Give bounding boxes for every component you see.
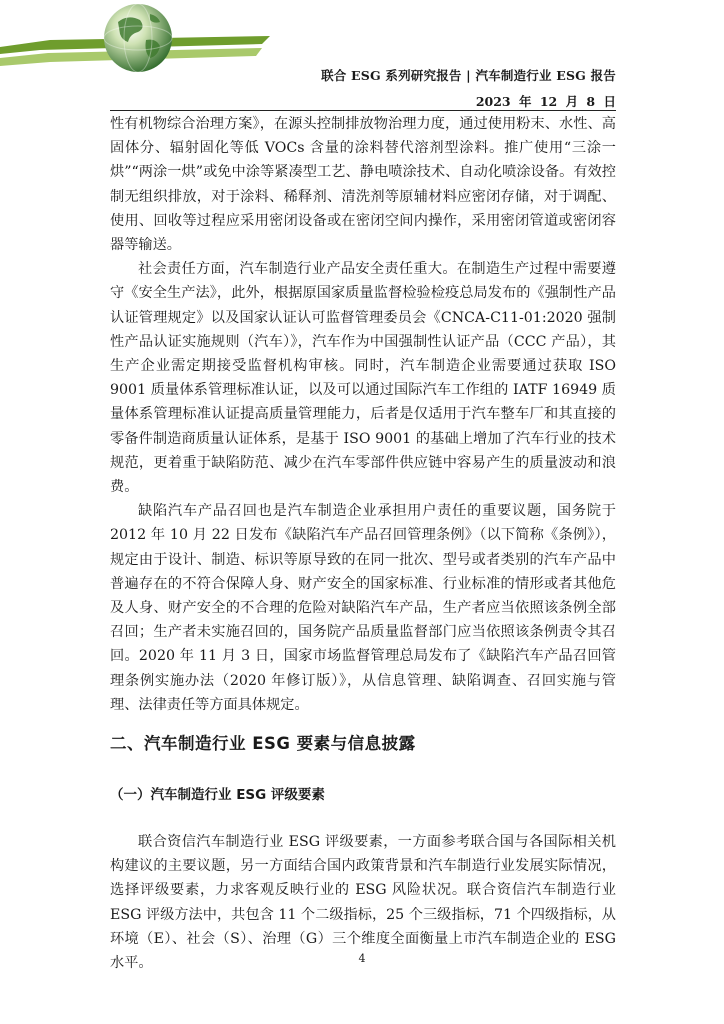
header-divider (110, 110, 616, 111)
paragraph-recall: 缺陷汽车产品召回也是汽车制造企业承担用户责任的重要议题，国务院于 2012 年 10 月 22 日发布《缺陷汽车产品召回管理条例》（以下简称《条例》），规定由于设计、制造、标识等原导致的在同一批次、型号或者类别的汽车产品中普遍存在的不符合保障人身、财产安全的国家标准、行业标准的情形或者其他危及人身、财产安全的不合理的危险对缺陷汽车产品，生产者应当依照该条例全部召回；生产者未实施召回的，国务院产品质量监督部门应当依照该条例责令其召回。2020 年 11 月 3 日，国家市场监督管理总局发布了《缺陷汽车产品召回管理条例实施办法（2020 年修订版）》，从信息管理、缺陷调查、召回实施与管理、法律责任等方面具体规定。 (110, 503, 616, 713)
document-body (110, 112, 616, 975)
subsection-heading: （一）汽车制造行业 ESG 评级要素 (110, 787, 325, 804)
paragraph-social-responsibility: 社会责任方面，汽车制造行业产品安全责任重大。在制造生产过程中需要遵守《安全生产法》，此外，根据原国家质量监督检验检疫总局发布的《强制性产品认证管理规定》以及国家认证认可监督管理委员会《CNCA-C11-01:2020 强制性产品认证实施规则（汽车）》，汽车作为中国强制性认证产品（CCC 产品），其生产企业需定期接受监督机构审核。同时，汽车制造企业需要通过获取 ISO 9001 质量体系管理标准认证，以及可以通过国际汽车工作组的 IATF 16949 质量体系管理标准认证提高质量管理能力，后者是仅适用于汽车整车厂和其直接的零备件制造商质量认证体系，是基于 ISO 9001 的基础上增加了汽车行业的技术规范，更着重于缺陷防范、减少在汽车零部件供应链中容易产生的质量波动和浪费。 (110, 261, 616, 496)
globe-logo-icon (0, 0, 270, 72)
paragraph-emissions: 性有机物综合治理方案》，在源头控制排放物治理力度，通过使用粉末、水性、高固体分、辐射固化等低 VOCs 含量的涂料替代溶剂型涂料。推广使用“三涂一烘”“两涂一烘”或免中涂等紧凑型工艺、静电喷涂技术、自动化喷涂设备。有效控制无组织排放，对于涂料、稀释剂、清洗剂等原辅材料应密闭存储，对于调配、使用、回收等过程应采用密闭设备或在密闭空间内操作，采用密闭管道或密闭容器等输送。 (110, 116, 616, 254)
section-heading: 二、汽车制造行业 ESG 要素与信息披露 (110, 734, 416, 754)
paragraph-rating-elements: 联合资信汽车制造行业 ESG 评级要素，一方面参考联合国与各国际相关机构建议的主要议题，另一方面结合国内政策背景和汽车制造行业发展实际情况，选择评级要素，力求客观反映行业的 ESG 风险状况。联合资信汽车制造行业 ESG 评级方法中，共包含 11 个二级指标，25 个三级指标，71 个四级指标，从环境（E）、社会（S）、治理（G）三个维度全面衡量上市汽车制造企业的 ESG 水平。 (110, 834, 616, 972)
report-header-title: 联合 ESG 系列研究报告 | 汽车制造行业 ESG 报告 (321, 68, 616, 83)
page-number: 4 (358, 952, 366, 965)
report-date: 2023 年 12 月 8 日 (475, 94, 616, 109)
